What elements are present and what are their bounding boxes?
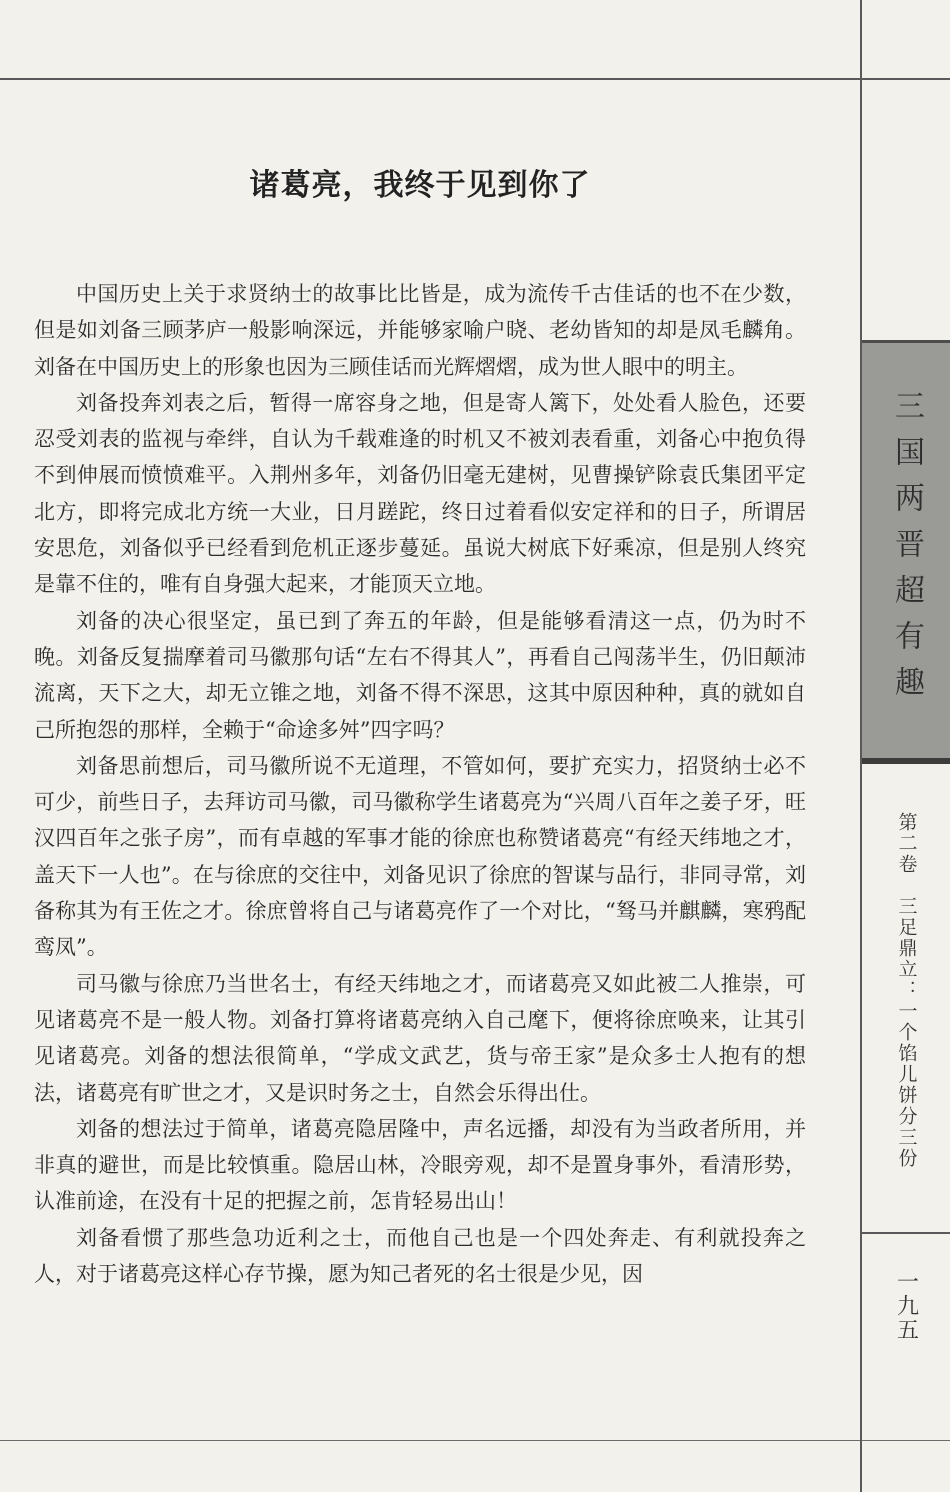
paragraph-6: 刘备的想法过于简单，诸葛亮隐居隆中，声名远播，却没有为当政者所用，并非真的避世，而是比较慎重。隐居山林，冷眼旁观，却不是置身事外，看清形势，认准前途，在没有十足的把握之前，怎肯轻易出山！ <box>34 1116 806 1214</box>
paragraph-3: 刘备的决心很坚定，虽已到了奔五的年龄，但是能够看清这一点，仍为时不晚。刘备反复揣摩着司马徽那句话“左右不得其人”，再看自己闯荡半生，仍旧颠沛流离，天下之大，却无立锥之地，刘备不得不深思，这其中原因种种，真的就如自己所抱怨的那样，全赖于“命途多舛”四字吗？ <box>34 608 806 742</box>
bottom-rule <box>0 1440 950 1441</box>
series-title: 三国两晋超有趣 <box>889 389 924 712</box>
series-title-tab <box>862 340 950 764</box>
page-content <box>34 160 806 1292</box>
paragraph-7: 刘备看惯了那些急功近利之士，而他自己也是一个四处奔走、有利就投奔之人，对于诸葛亮这样心存节操，愿为知己者死的名士很是少见，因 <box>34 1225 806 1287</box>
top-rule <box>0 78 950 80</box>
paragraph-5: 司马徽与徐庶乃当世名士，有经天纬地之才，而诸葛亮又如此被二人推崇，可见诸葛亮不是一般人物。刘备打算将诸葛亮纳入自己麾下，便将徐庶唤来，让其引见诸葛亮。刘备的想法很简单，“学成文武艺，货与帝王家”是众多士人抱有的想法，诸葛亮有旷世之才，又是识时务之士，自然会乐得出仕。 <box>34 971 806 1105</box>
sidebar-separator <box>862 1232 950 1234</box>
paragraph-2: 刘备投奔刘表之后，暂得一席容身之地，但是寄人篱下，处处看人脸色，还要忍受刘表的监视与牵绊，自认为千载难逢的时机又不被刘表看重，刘备心中抱负得不到伸展而愤愤难平。入荆州多年，刘备仍旧毫无建树，见曹操铲除袁氏集团平定北方，即将完成北方统一大业，日月蹉跎，终日过着看似安定祥和的日子，所谓居安思危，刘备似乎已经看到危机正逐步蔓延。虽说大树底下好乘凉，但是别人终究是靠不住的，唯有自身强大起来，才能顶天立地。 <box>34 390 806 597</box>
chapter-label: 第二卷 三足鼎立：一个馅儿饼分三份 <box>895 812 918 1169</box>
page-number: 一九五 <box>893 1270 919 1342</box>
paragraph-4: 刘备思前想后，司马徽所说不无道理，不管如何，要扩充实力，招贤纳士必不可少，前些日子，去拜访司马徽，司马徽称学生诸葛亮为“兴周八百年之姜子牙，旺汉四百年之张子房”，而有卓越的军事才能的徐庶也称赞诸葛亮“有经天纬地之才，盖天下一人也”。在与徐庶的交往中，刘备见识了徐庶的智谋与品行，非同寻常，刘备称其为有王佐之才。徐庶曾将自己与诸葛亮作了一个对比，“驽马并麒麟，寒鸦配鸾凤”。 <box>34 753 806 960</box>
chapter-label-block <box>862 812 950 1212</box>
page-number-block <box>862 1270 950 1342</box>
chapter-title: 诸葛亮，我终于见到你了 <box>249 168 591 203</box>
paragraph-1: 中国历史上关于求贤纳士的故事比比皆是，成为流传千古佳话的也不在少数，但是如刘备三顾茅庐一般影响深远，并能够家喻户晓、老幼皆知的却是凤毛麟角。刘备在中国历史上的形象也因为三顾佳话而光辉熠熠，成为世人眼中的明主。 <box>34 282 806 379</box>
